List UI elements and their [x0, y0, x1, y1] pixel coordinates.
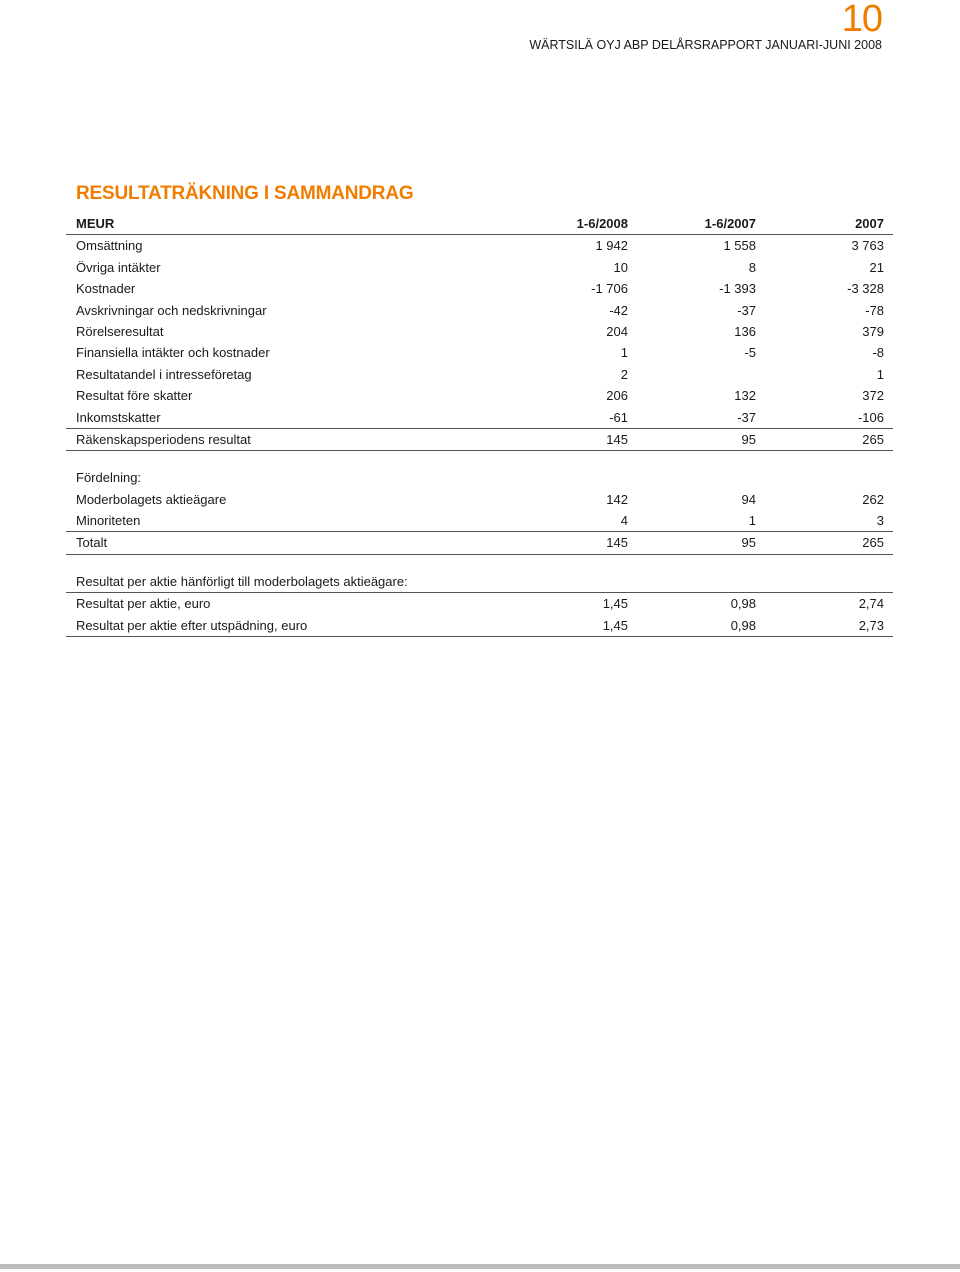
- table-row: [66, 300, 893, 321]
- income-rows: [66, 235, 893, 451]
- row-label: Kostnader: [76, 281, 136, 297]
- row-value: 136: [734, 323, 756, 339]
- row-value: 372: [862, 388, 884, 404]
- income-statement-table: [66, 213, 893, 637]
- eps-block: [66, 571, 893, 637]
- table-row-total: [66, 429, 893, 451]
- row-value: 145: [606, 535, 628, 551]
- row-value: -1 706: [591, 281, 628, 297]
- row-value: 94: [741, 491, 756, 507]
- row-value: 2: [620, 366, 628, 382]
- row-label: Resultat per aktie, euro: [76, 596, 211, 612]
- row-value: 206: [606, 388, 628, 404]
- row-label: Resultatandel i intresseföretag: [76, 366, 252, 382]
- row-label: Finansiella intäkter och kostnader: [76, 345, 270, 361]
- row-label: Minoriteten: [76, 513, 141, 529]
- header-unit: MEUR: [76, 216, 115, 231]
- row-value: 10: [613, 259, 628, 275]
- table-header-row: [66, 213, 893, 235]
- row-value: 1,45: [602, 596, 628, 612]
- row-value: -61: [609, 409, 628, 425]
- row-value: 3: [876, 513, 884, 529]
- table-row: [66, 342, 893, 363]
- row-label: Inkomstskatter: [76, 409, 161, 425]
- table-row: [66, 321, 893, 342]
- row-value: 0,98: [730, 617, 756, 633]
- row-label: Räkenskapsperiodens resultat: [76, 431, 251, 447]
- row-value: 1: [748, 513, 756, 529]
- row-value: 1 558: [723, 238, 756, 254]
- row-value: -78: [865, 302, 884, 318]
- table-row: [66, 235, 893, 256]
- row-label: Övriga intäkter: [76, 259, 161, 275]
- row-value: -3 328: [847, 281, 884, 297]
- row-value: -5: [744, 345, 756, 361]
- table-row: [66, 364, 893, 385]
- footer-rule: [0, 1264, 960, 1269]
- row-value: -1 393: [719, 281, 756, 297]
- row-value: 379: [862, 323, 884, 339]
- header-period-2007: 1-6/2007: [704, 216, 756, 231]
- row-value: -42: [609, 302, 628, 318]
- row-label: Totalt: [76, 535, 108, 551]
- row-label: Resultat per aktie efter utspädning, euro: [76, 617, 308, 633]
- table-row: [66, 510, 893, 532]
- distribution-heading-label: Fördelning:: [76, 470, 142, 486]
- row-value: 95: [741, 535, 756, 551]
- distribution-heading: [66, 467, 893, 488]
- row-value: 21: [869, 259, 884, 275]
- table-row: [66, 593, 893, 614]
- row-value: -106: [857, 409, 884, 425]
- row-value: 2,73: [858, 617, 884, 633]
- table-row-total: [66, 532, 893, 554]
- table-row: [66, 407, 893, 429]
- eps-heading: [66, 571, 893, 593]
- row-value: 145: [606, 431, 628, 447]
- row-label: Omsättning: [76, 238, 143, 254]
- header-year-2007: 2007: [855, 216, 884, 231]
- table-row: [66, 615, 893, 637]
- row-value: 3 763: [851, 238, 884, 254]
- row-value: 132: [734, 388, 756, 404]
- table-row: [66, 257, 893, 278]
- row-value: 4: [620, 513, 628, 529]
- row-value: -37: [737, 409, 756, 425]
- row-label: Avskrivningar och nedskrivningar: [76, 302, 267, 318]
- table-row: [66, 385, 893, 406]
- header-period-2008: 1-6/2008: [576, 216, 628, 231]
- row-label: Moderbolagets aktieägare: [76, 491, 227, 507]
- spacer: [66, 555, 893, 571]
- row-value: -37: [737, 302, 756, 318]
- row-label: Rörelseresultat: [76, 323, 164, 339]
- row-value: 265: [862, 535, 884, 551]
- spacer: [66, 451, 893, 467]
- distribution-block: [66, 467, 893, 555]
- row-value: 204: [606, 323, 628, 339]
- row-value: 265: [862, 431, 884, 447]
- section-title: RESULTATRÄKNING I SAMMANDRAG: [76, 183, 414, 204]
- row-value: 1,45: [602, 617, 628, 633]
- eps-heading-label: Resultat per aktie hänförligt till moderbolagets aktieägare:: [76, 573, 408, 589]
- row-value: 2,74: [858, 596, 884, 612]
- table-row: [66, 278, 893, 299]
- row-value: 1 942: [595, 238, 628, 254]
- row-value: 1: [876, 366, 884, 382]
- table-row: [66, 489, 893, 510]
- row-value: 142: [606, 491, 628, 507]
- row-value: 1: [620, 345, 628, 361]
- page-number: 10: [841, 0, 882, 40]
- row-label: Resultat före skatter: [76, 388, 193, 404]
- row-value: 0,98: [730, 596, 756, 612]
- row-value: -8: [872, 345, 884, 361]
- row-value: 262: [862, 491, 884, 507]
- running-header: WÄRTSILÄ OYJ ABP DELÅRSRAPPORT JANUARI-JUNI 2008: [529, 38, 882, 52]
- row-value: 8: [748, 259, 756, 275]
- row-value: 95: [741, 431, 756, 447]
